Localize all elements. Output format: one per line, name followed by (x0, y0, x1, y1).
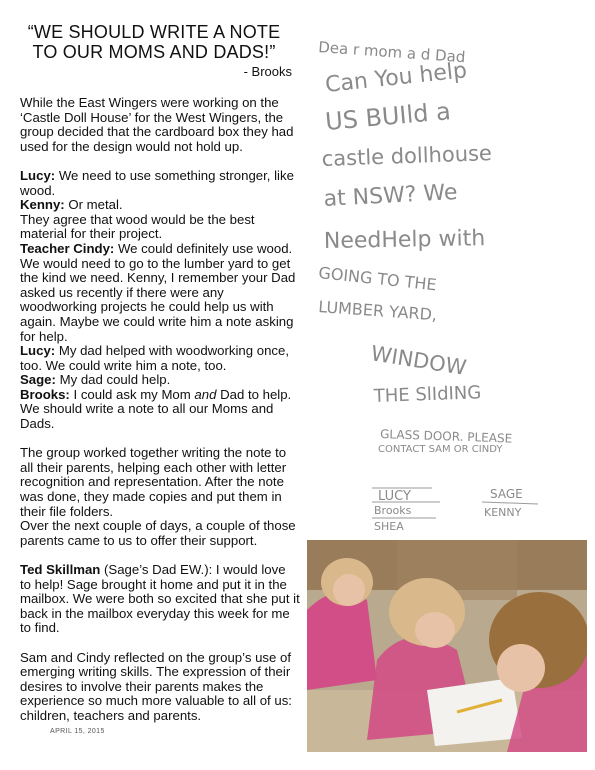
story-text (20, 96, 300, 724)
dialogue-text: My dad could help. (55, 372, 171, 388)
note-line: Can You help (324, 58, 469, 98)
dialogue-line (20, 198, 300, 213)
note-line: Dea r mom a d Dad (317, 38, 466, 67)
note-line: at NSW? We (323, 180, 459, 212)
child-right-face (497, 644, 545, 692)
note-signature: LUCY (378, 489, 411, 504)
children-writing-photo (307, 540, 587, 752)
dialogue-text: Dad to help. We should write a note to all our Moms and Dads. (20, 386, 292, 432)
note-signature: SAGE (490, 487, 523, 501)
parent-name: Ted Skillman (20, 562, 101, 577)
dialogue-text: My dad helped with woodworking once, too. We could write him a note, too. (20, 343, 290, 373)
note-line: LUMBER YARD, (317, 297, 438, 325)
reflection-paragraph: Sam and Cindy reflected on the group’s use of emerging writing skills. The expression of their desires to involve their parents makes the experience so much more valuable to all of us: children, teachers and parents. (20, 649, 292, 723)
speaker-name: Lucy: (20, 167, 56, 183)
dialogue-line (20, 388, 300, 432)
note-line: castle dollhouse (321, 141, 493, 171)
note-signature: Brooks (374, 504, 412, 517)
dialogue-line (20, 213, 300, 242)
group-paragraph: Over the next couple of days, a couple of those parents came to us to offer their support. (20, 518, 296, 548)
note-line: GLASS DOOR. PLEASE (379, 427, 513, 446)
handwritten-note-drawing (312, 26, 570, 536)
group-paragraph: The group worked together writing the note to all their parents, helping each other with letter recognition and representation. After the note was done, they made copies and put them in their file folders. (20, 445, 287, 519)
speaker-name: Sage: (20, 372, 56, 388)
dialogue-line (20, 242, 300, 344)
speaker-name: Brooks: (20, 386, 70, 402)
child-left-face (333, 574, 365, 606)
dialogue-text: We need to use something stronger, like wood. (20, 167, 294, 198)
note-paper-photo (427, 678, 522, 746)
dialogue-text: We could definitely use wood. We would need to go to the lumber yard to get the kind we need. Kenny, I remember your Dad asked us recently if there were any woodworking projects he could help us with again. Maybe we could write him a note asking for help. (20, 240, 296, 344)
emphasis-text: and (194, 386, 217, 402)
note-line: CONTACT SAM OR CINDY (378, 444, 503, 455)
speaker-name: Teacher Cindy: (20, 240, 115, 256)
photo-drawing (307, 540, 587, 752)
note-line: US BUIld a (324, 97, 452, 136)
dialogue-line (20, 169, 300, 198)
intro-paragraph: While the East Wingers were working on the ‘Castle Doll House’ for the West Wingers, the group decided that the cardboard box they had used for the design would not hold up. (20, 95, 294, 154)
dialogue-line (20, 373, 300, 388)
page-title: “WE SHOULD WRITE A NOTE TO OUR MOMS AND DADS!” (27, 22, 281, 62)
note-signature: SHEA (374, 520, 404, 533)
child-left-shirt (307, 592, 377, 690)
note-line: NeedHelp with (323, 226, 486, 254)
speaker-name: Lucy: (20, 343, 56, 359)
handwritten-note-image (312, 26, 570, 536)
footer-date: APRIL 15, 2015 (50, 728, 105, 735)
note-line: THE SlIdING (373, 382, 482, 407)
dialogue-text: I could ask my Mom (69, 386, 195, 402)
child-middle-face (415, 612, 455, 648)
dialogue-text: They agree that wood would be the best material for their project. (20, 211, 255, 242)
quote-attribution: - Brooks (243, 64, 292, 79)
speaker-name: Kenny: (20, 197, 65, 213)
note-line: WINDOW (369, 341, 468, 380)
parent-quote-text: (Sage’s Dad EW.): I would love to help! Sage brought it home and put it in the mailbox. We were both so excited that she put it back in the mailbox everyday this week for me to find. (20, 562, 300, 636)
dialogue-text: Or metal. (64, 197, 123, 213)
parent-quote (20, 563, 300, 636)
note-signature: KENNY (484, 506, 522, 519)
dialogue-line (20, 344, 300, 373)
note-line: GOING TO THE (317, 263, 438, 295)
